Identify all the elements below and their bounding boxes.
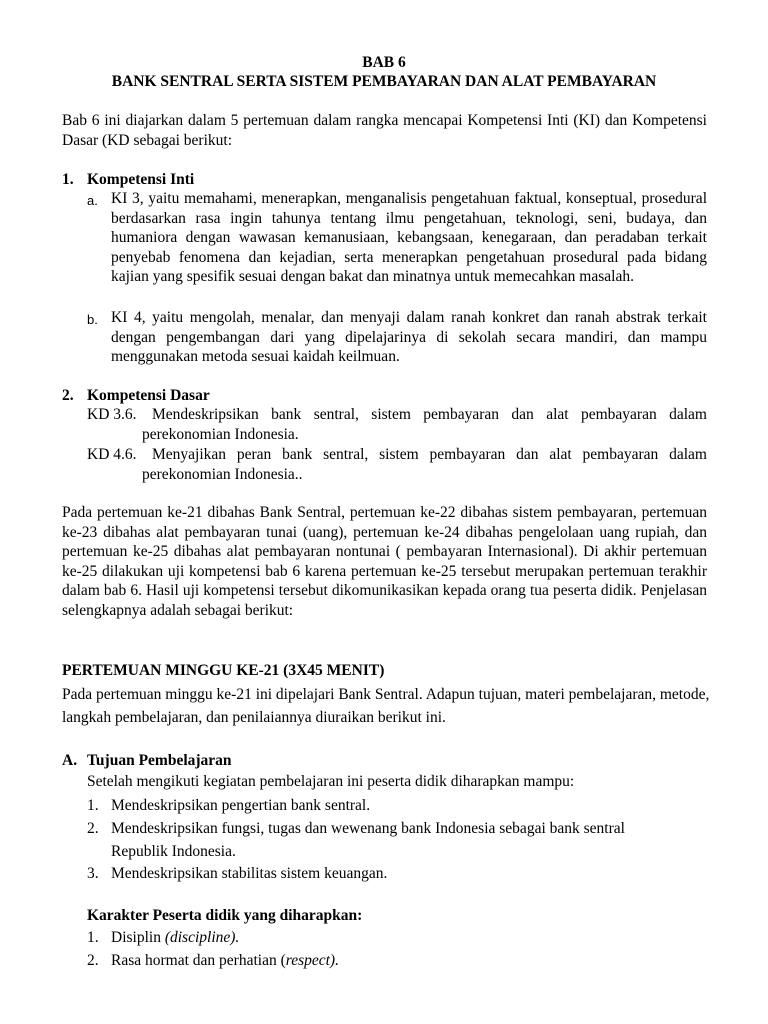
section-a-heading: Tujuan Pembelajaran <box>87 752 232 769</box>
schedule-paragraph: Pada pertemuan ke-21 dibahas Bank Sentral, pertemuan ke-22 dibahas sistem pembayaran, pertemuan ke-23 dibahas alat pembayaran tunai (uang), pertemuan ke-24 dibahas pengelolaan uang rupiah, dan pertemuan ke-25 dibahas alat pembayaran nontunai ( pembayaran Internasional). Di akhir pertemuan ke-25 dilakukan uji kompetensi bab 6 karena pertemuan ke-25 tersebut merupakan pertemuan terakhir dalam bab 6. Hasil uji kompetensi tersebut dikomunikasikan kepada orang tua peserta didik. Penjelasan selengkapnya adalah sebagai berikut: <box>62 504 707 619</box>
kd46-code: KD 4.6. <box>87 446 137 463</box>
character-2-label: Rasa hormat dan perhatian ( <box>111 952 286 969</box>
character-2-text <box>111 951 339 971</box>
chapter-title: BANK SENTRAL SERTA SISTEM PEMBAYARAN DAN ALAT PEMBAYARAN <box>111 73 657 90</box>
meeting-heading: PERTEMUAN MINGGU KE-21 (3X45 MENIT) <box>62 662 385 679</box>
objective-2-line1: Mendeskripsikan fungsi, tugas dan wewenang bank Indonesia sebagai bank sentral <box>111 820 625 837</box>
character-2-english: respect). <box>285 952 339 969</box>
kd46-line1: Menyajikan peran bank sentral, sistem pembayaran dan alat pembayaran dalam <box>152 446 707 463</box>
kd36-line1: Mendeskripsikan bank sentral, sistem pembayaran dan alat pembayaran dalam <box>152 406 707 423</box>
character-1-english: (discipline). <box>164 929 240 946</box>
section-a-lead: Setelah mengikuti kegiatan pembelajaran ini peserta didik diharapkan mampu: <box>87 773 575 790</box>
section-1-heading: Kompetensi Inti <box>87 171 195 188</box>
section-2-number: 2. <box>62 387 74 404</box>
section-a-letter: A. <box>62 752 78 769</box>
objective-2-number: 2. <box>87 820 99 837</box>
objective-3-text: Mendeskripsikan stabilitas sistem keuangan. <box>111 865 388 882</box>
objective-3-number: 3. <box>87 865 99 882</box>
ki4-text: KI 4, yaitu mengolah, menalar, dan menyaji dalam ranah konkret dan ranah abstrak terkait dengan pengembangan dari yang dipelajarinya di sekolah secara mandiri, dan mampu menggunakan metoda sesuai kaidah keilmuan. <box>111 309 707 366</box>
character-heading: Karakter Peserta didik yang diharapkan: <box>87 907 363 924</box>
meeting-intro: Pada pertemuan minggu ke-21 ini dipelajari Bank Sentral. Adapun tujuan, materi pembelajaran, metode, langkah pembelajaran, dan penilaiannya diuraikan berikut ini. <box>62 686 710 726</box>
section-2-heading: Kompetensi Dasar <box>87 387 210 404</box>
intro-paragraph: Bab 6 ini diajarkan dalam 5 pertemuan dalam rangka mencapai Kompetensi Inti (KI) dan Kompetensi Dasar (KD sebagai berikut: <box>62 112 707 149</box>
kd36-code: KD 3.6. <box>87 406 137 423</box>
kd36-line2: perekonomian Indonesia. <box>142 426 299 443</box>
objective-1-text: Mendeskripsikan pengertian bank sentral. <box>111 797 371 814</box>
ki3-text: KI 3, yaitu memahami, menerapkan, menganalisis pengetahuan faktual, konseptual, prosedural berdasarkan rasa ingin tahunya tentang ilmu pengetahuan, teknologi, seni, budaya, dan humaniora dengan wawasan kemanusiaan, kebangsaan, kenegaraan, dan peradaban terkait penyebab fenomena dan kejadian, serta menerapkan pengetahuan prosedural pada bidang kajian yang spesifik sesuai dengan bakat dan minatnya untuk memecahkan masalah. <box>111 190 707 286</box>
ki3-marker: a. <box>87 193 98 208</box>
character-1-label: Disiplin <box>111 929 165 946</box>
chapter-number: BAB 6 <box>362 54 406 71</box>
character-1-text <box>111 928 239 948</box>
objective-1-number: 1. <box>87 797 99 814</box>
objective-2-line2: Republik Indonesia. <box>111 843 236 860</box>
ki4-marker: b. <box>87 312 98 327</box>
character-2-number: 2. <box>87 952 99 969</box>
section-1-number: 1. <box>62 171 74 188</box>
kd46-line2: perekonomian Indonesia.. <box>142 466 303 483</box>
character-1-number: 1. <box>87 929 99 946</box>
